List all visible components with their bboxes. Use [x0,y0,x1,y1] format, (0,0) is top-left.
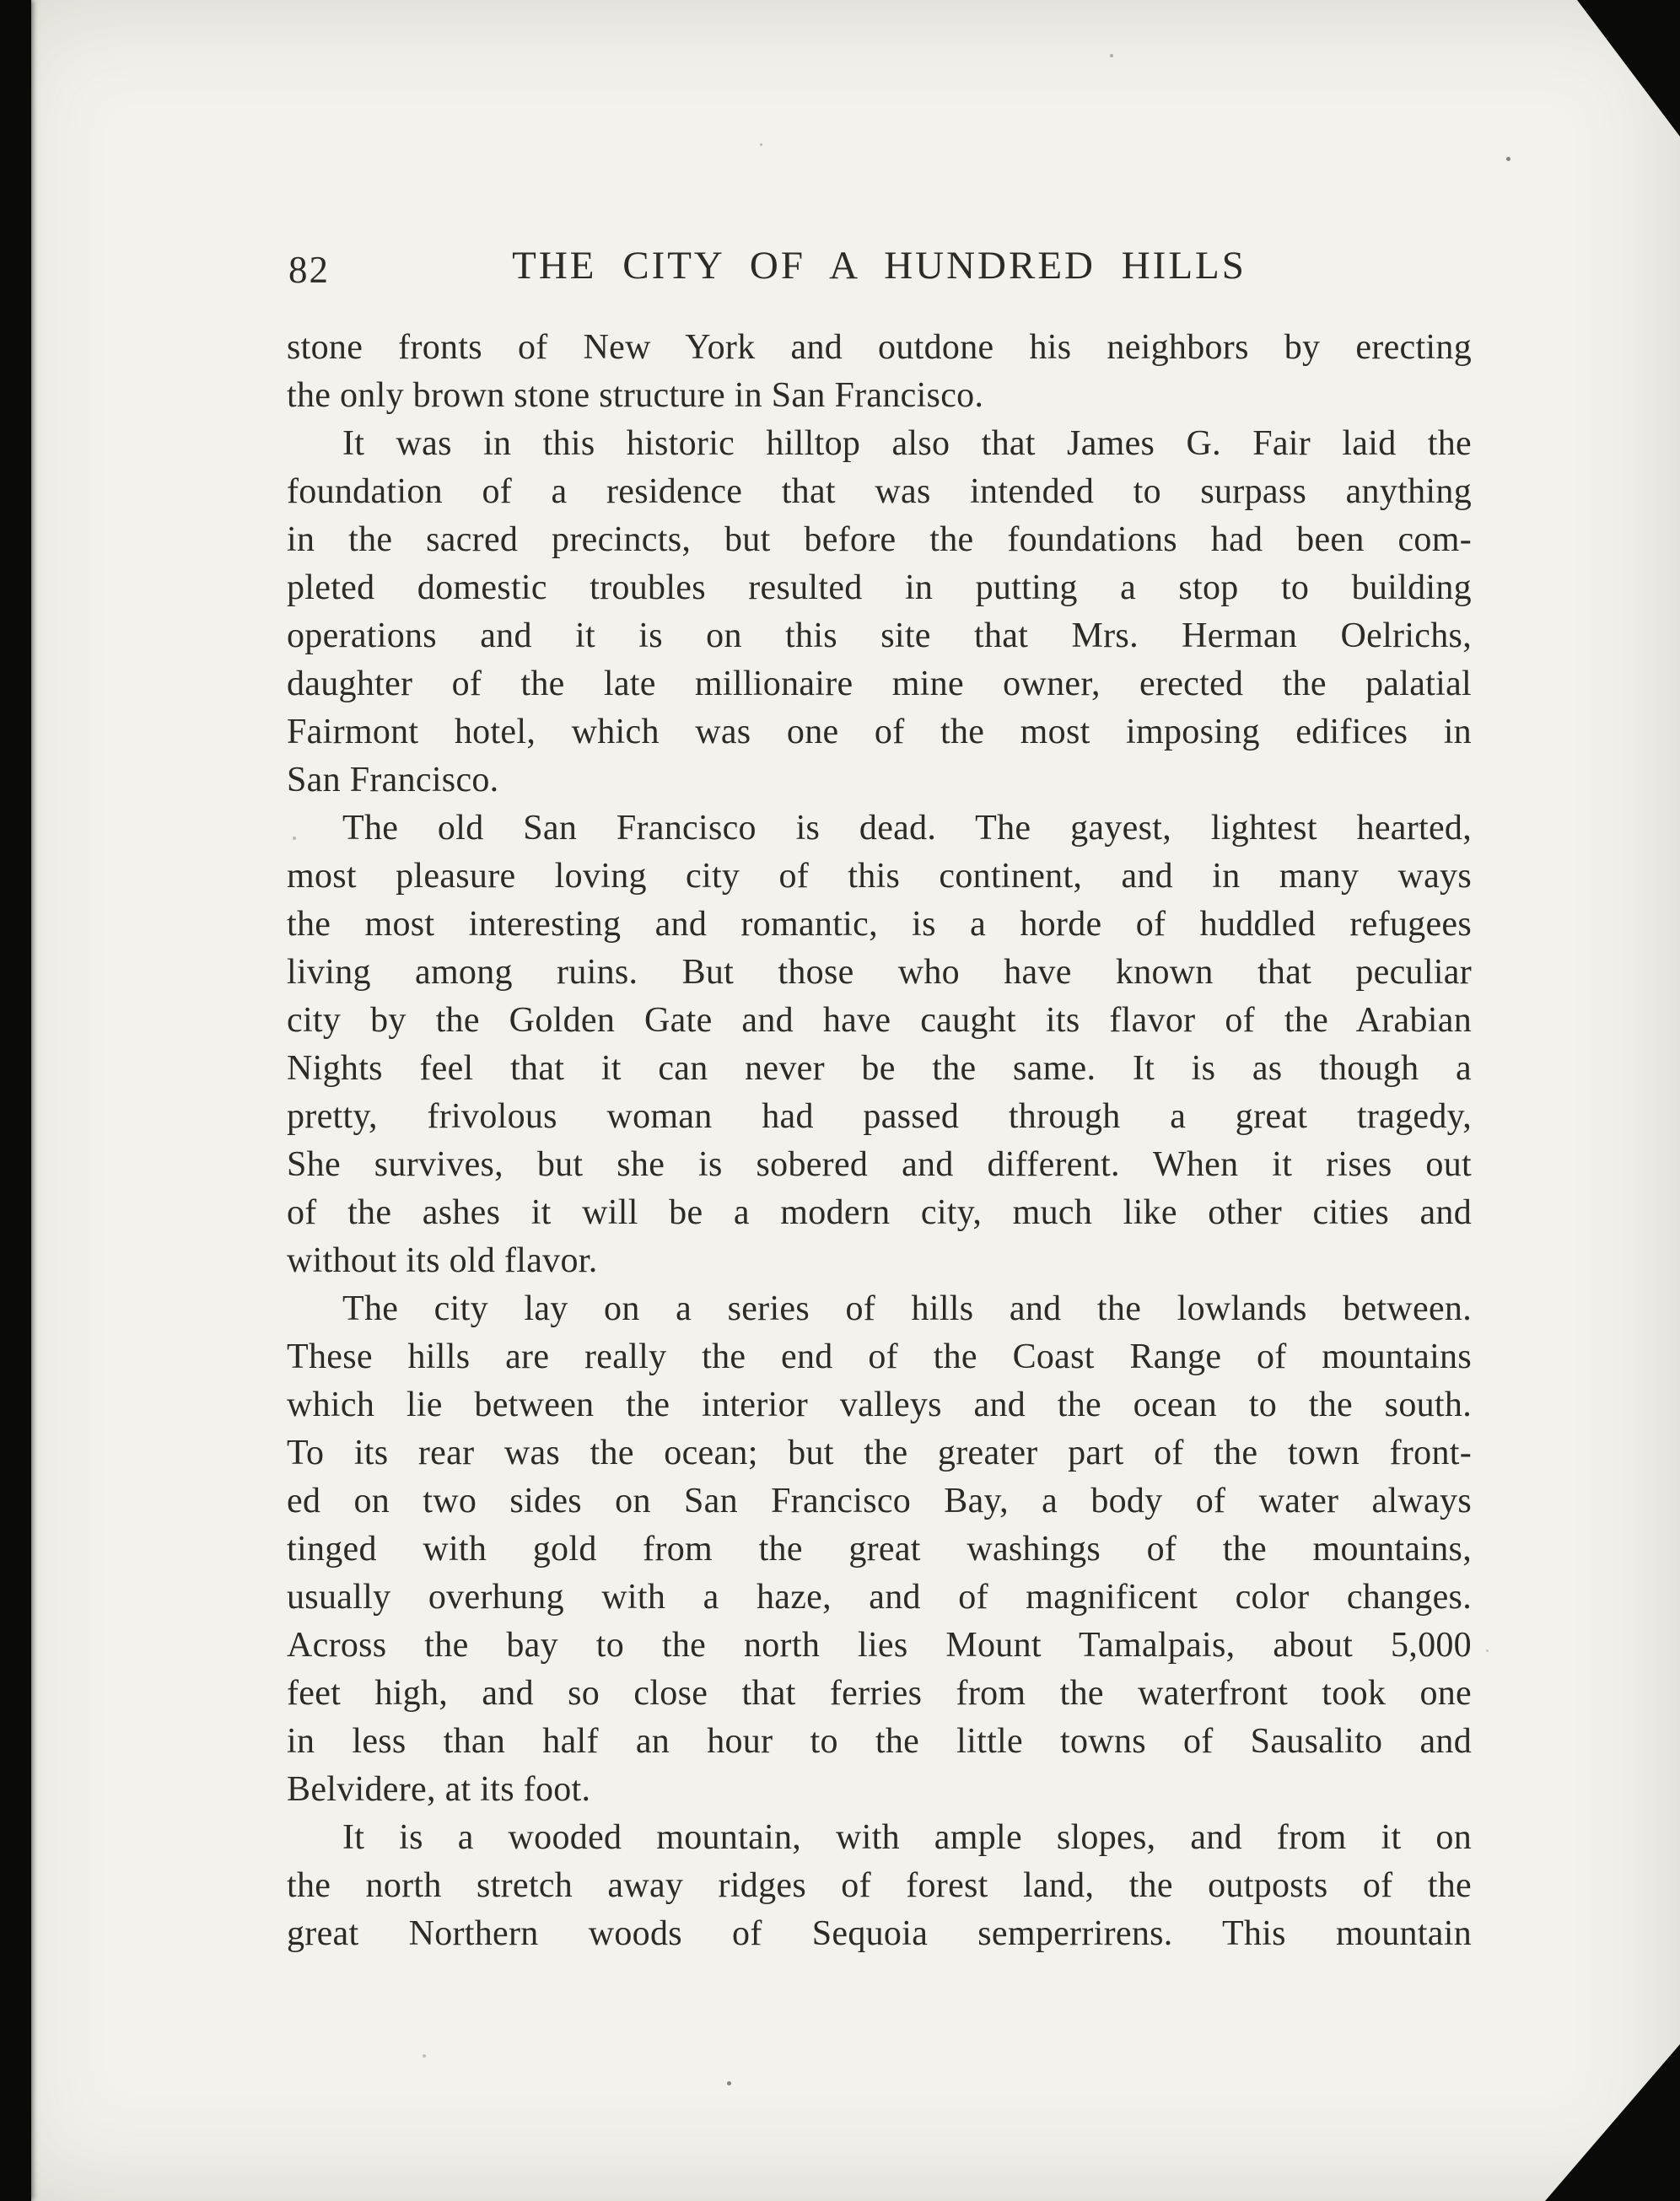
text-line: operations and it is on this site that Mrs. Herman Oelrichs, [287,616,1472,655]
text-line: The city lay on a series of hills and the lowlands between. [342,1289,1472,1328]
text-line: Belvidere, at its foot. [287,1770,591,1809]
scan-speck [1486,1649,1489,1652]
text-line: city by the Golden Gate and have caught its flavor of the Arabian [287,1001,1472,1040]
text-line: feet high, and so close that ferries from the waterfront took one [287,1674,1472,1713]
paragraph [287,1814,1472,1958]
text-line: the north stretch away ridges of forest land, the outposts of the [287,1866,1472,1905]
text-line: It was in this historic hilltop also that James G. Fair laid the [342,424,1472,463]
text-line: Fairmont hotel, which was one of the most imposing edifices in [287,713,1472,751]
page-body [287,324,1472,1958]
text-line: which lie between the interior valleys and the ocean to the south. [287,1386,1472,1424]
paragraph [287,420,1472,805]
scan-edge-left [0,0,31,2201]
text-line: She survives, but she is sobered and different. When it rises out [287,1145,1472,1184]
page-number: 82 [288,249,330,291]
scan-speck [760,143,762,146]
text-line: San Francisco. [287,761,499,799]
text-line: These hills are really the end of the Coast Range of mountains [287,1337,1472,1376]
scan-speck [1110,54,1113,57]
text-line: in less than half an hour to the little towns of Sausalito and [287,1722,1472,1761]
scan-speck [1506,157,1510,161]
text-line: The old San Francisco is dead. The gayest, lightest hearted, [342,809,1472,848]
running-title: THE CITY OF A HUNDRED HILLS [512,244,1247,288]
text-line: living among ruins. But those who have known that peculiar [287,953,1472,992]
text-line: It is a wooded mountain, with ample slopes, and from it on [342,1818,1472,1857]
text-line: ed on two sides on San Francisco Bay, a body of water always [287,1482,1472,1520]
text-line: Across the bay to the north lies Mount Tamalpais, about 5,000 [287,1626,1472,1665]
page-header [287,243,1472,295]
scan-edge-top-right [1577,0,1680,137]
text-line: To its rear was the ocean; but the greater part of the town front- [287,1434,1472,1472]
text-line: daughter of the late millionaire mine owner, erected the palatial [287,665,1472,703]
text-line: most pleasure loving city of this continent, and in many ways [287,857,1472,896]
page-content [287,243,1472,1958]
scan-speck [293,837,296,840]
text-line: in the sacred precincts, but before the foundations had been com- [287,520,1472,559]
text-line: usually overhung with a haze, and of magnificent color changes. [287,1578,1472,1617]
scan-speck [727,2081,731,2085]
text-line: stone fronts of New York and outdone his neighbors by erecting [287,328,1472,367]
text-line: the most interesting and romantic, is a horde of huddled refugees [287,905,1472,944]
text-line: pleted domestic troubles resulted in putting a stop to building [287,568,1472,607]
scan-edge-bottom-right [1545,2044,1680,2201]
text-line: of the ashes it will be a modern city, much like other cities and [287,1193,1472,1232]
paragraph [287,1285,1472,1814]
text-line: tinged with gold from the great washings of the mountains, [287,1530,1472,1569]
text-line: without its old flavor. [287,1241,598,1280]
paragraph [287,324,1472,420]
text-line: the only brown stone structure in San Francisco. [287,376,984,415]
text-line: great Northern woods of Sequoia semperrirens. This mountain [287,1914,1472,1953]
text-line: pretty, frivolous woman had passed through a great tragedy, [287,1097,1472,1136]
scan-speck [423,2054,426,2058]
paragraph [287,805,1472,1285]
text-line: Nights feel that it can never be the same. It is as though a [287,1049,1472,1088]
text-line: foundation of a residence that was intended to surpass anything [287,472,1472,511]
